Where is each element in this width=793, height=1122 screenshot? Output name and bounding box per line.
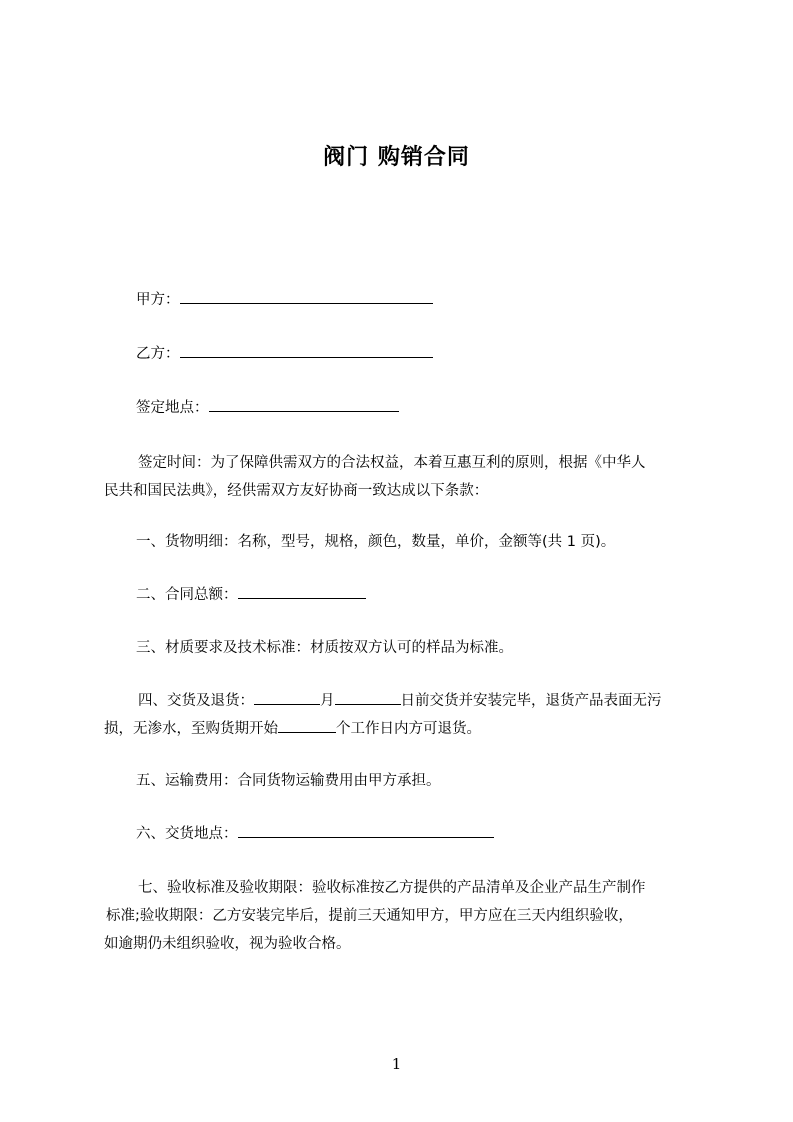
- clause-4-label: 四、交货及退货：: [138, 693, 254, 709]
- clause-2-line: [136, 581, 736, 609]
- clause-5: 五、运输费用：合同货物运输费用由甲方承担。: [136, 773, 441, 789]
- clause-4-line-2: [104, 715, 704, 743]
- clause-4-text-2b: 个工作日内方可退货。: [336, 721, 481, 737]
- sign-place-label: 签定地点：: [136, 400, 209, 416]
- workday-blank: [278, 716, 336, 733]
- clause-7-line-3: 如逾期仍未组织验收，视为验收合格。: [104, 936, 351, 952]
- total-amount-blank: [238, 582, 366, 599]
- clause-6-label: 六、交货地点：: [136, 826, 238, 842]
- clause-7-paragraph: [104, 874, 704, 958]
- clause-6-line: [136, 820, 736, 848]
- clause-4-text-2a: 损，无渗水，至购货期开始: [104, 721, 278, 737]
- clause-7-line-2: 标准;验收期限：乙方安装完毕后，提前三天通知甲方，甲方应在三天内组织验收，: [106, 908, 633, 924]
- clause-1: 一、货物明细：名称，型号，规格，颜色，数量，单价，金额等(共 1 页)。: [136, 534, 616, 550]
- party-a-blank: [180, 287, 433, 304]
- party-b-blank: [180, 341, 433, 358]
- day-blank: [335, 688, 401, 705]
- delivery-place-blank: [238, 821, 494, 838]
- month-blank: [254, 688, 320, 705]
- intro-paragraph: [104, 449, 704, 505]
- intro-line-1: 签定时间：为了保障供需双方的合法权益，本着互惠互利的原则，根据《中华人: [138, 455, 646, 471]
- page-number: 1: [391, 1055, 402, 1073]
- clause-4-line-1: [104, 687, 704, 715]
- clause-2-label: 二、合同总额：: [136, 587, 238, 603]
- sign-place-line: [136, 394, 736, 422]
- clause-4-text: 日前交货并安装完毕，退货产品表面无污: [400, 693, 662, 709]
- clause-7-line-1: 七、验收标准及验收期限：验收标准按乙方提供的产品清单及企业产品生产制作: [138, 880, 646, 896]
- clause-3: 三、材质要求及技术标准：材质按双方认可的样品为标准。: [136, 640, 513, 656]
- party-a-label: 甲方：: [136, 292, 180, 308]
- clause-4-paragraph: [104, 687, 704, 743]
- party-b-line: [136, 340, 736, 368]
- document-title: 阀门 购销合同: [323, 145, 470, 170]
- party-a-line: [136, 286, 736, 314]
- intro-line-2: 民共和国民法典》，经供需双方友好协商一致达成以下条款：: [104, 483, 489, 499]
- party-b-label: 乙方：: [136, 346, 180, 362]
- sign-place-blank: [209, 395, 399, 412]
- month-label: 月: [320, 693, 335, 709]
